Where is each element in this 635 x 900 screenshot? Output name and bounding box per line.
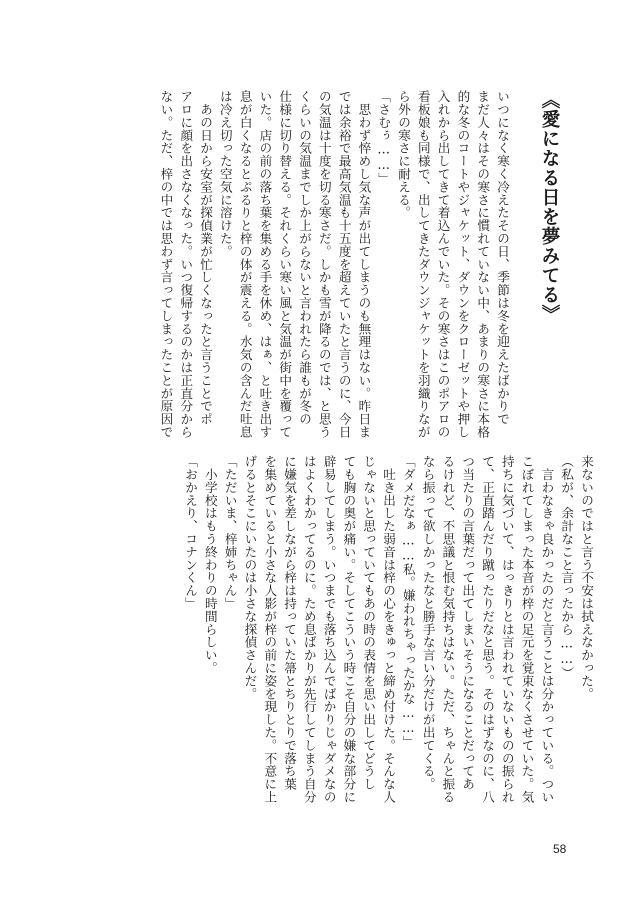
body-text-lower: 来ないのではと言う不安は拭えなかった。 （私が、余計なこと言ったから……） 言わなきゃ良かったのだと言うことは分かっている。つい こぼれてしまった本音が梓の足元を覚束なくさせていた。気 持ちに気づいて、はっきりとは言われていないものの振られ て、正直踏んだり蹴ったりだなと思う。そのはずなのに、八 つ当たりの言葉だって出てしまいそうになることだってあ るけれど、不思議と恨む気持ちはない。ただ、ちゃんと振る なら振って欲しかったなと勝手な言い分だけが出てくる。 「ダメだなぁ……私。嫌われちゃったかな……」 吐き出した弱音は梓の心をきゅっと締め付けた。そんな人 じゃないと思っていてもあの時の表情を思い出してどうし ても胸の奥が痛い。そしてこういう時こそ自分の嫌な部分に 辟易してしまう。いつまでも落ち込んでばかりじゃダメなの はよくわかってるのに。ため息ばかりが先行してしまう自分 に嫌気を差しながら梓は持っていた箒とちりとりで落ち葉 を集めていると小さな人影が梓の前に姿を現した。不意に上 げるとそこにいたのは小さな探偵さんだ。 「ただいま、梓姉ちゃん」 小学校はもう終わりの時間らしい。 「おかえり、コナンくん」 xyxy=(183,455,594,804)
body-text-upper: いつになく寒く冷えたその日、季節は冬を迎えたばかりで まだ人々はその寒さに慣れていない中、あまりの寒さに本格 的な冬のコートやジャケット、ダウンをクローゼットや押し 入れから出してきて着込んでいた。その寒さはこのポアロの 看板娘も同様で、出してきたダウンジャケットを羽織りなが ら外の寒さに耐える。 「さむぅ……」 思わず悴めし気な声が出てしまうのも無理はない。昨日ま では余裕で最高気温も十五度を超えていたと言うのに、今日 の気温は十度を切る寒さだ。しかも雪が降るのでは、と思う くらいの気温までしか上がらないと言われたら誰もが冬の 仕様に切り替える。それくらい寒い風と気温が街中を覆って いた。店の前の落ち葉を集める手を休め、はぁ、と吐き出す 息が白くなるとぷるりと梓の体が震える。水気の含んだ吐息 は冷え切った空気に溶けた。 あの日から安室が探偵業が忙しくなったと言うことでポ アロに顔を出さなくなった。いつ復帰するのかは正直分から ない。ただ、梓の中では思わず言ってしまったことが原因で xyxy=(158,90,510,439)
page-number: 58 xyxy=(553,842,567,856)
chapter-title: 《愛になる日を夢みてる》 xyxy=(539,90,560,324)
